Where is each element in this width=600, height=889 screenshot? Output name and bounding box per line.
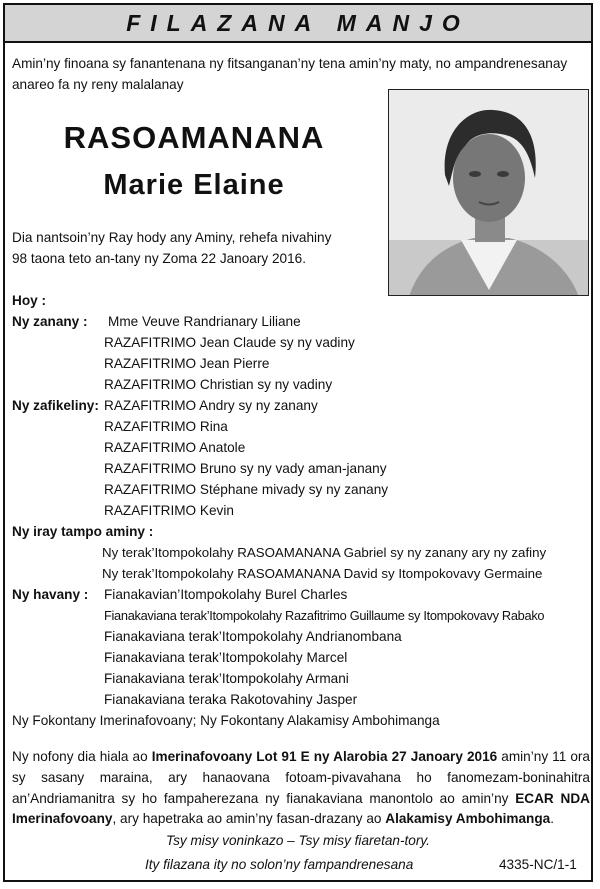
funeral-location-date: Imerinafovoany Lot 91 E ny Alarobia 27 Janoary 2016 xyxy=(151,749,498,764)
relative-item: Fianakaviana terak’Itompokolahy Andrianombana xyxy=(104,629,402,644)
grandchild-item: RAZAFITRIMO Anatole xyxy=(104,440,246,455)
funeral-text: Ny nofony dia hiala ao xyxy=(12,749,152,764)
intro-text: Amin’ny finoana sy fanantenana ny fitsanganan’ny tena amin’ny maty, no ampandrenesanay anareo fa ny reny malalanay xyxy=(12,56,568,92)
siblings-label: Ny iray tampo aminy : xyxy=(12,524,154,539)
funeral-text: . xyxy=(550,811,554,827)
relative-item: Fianakavian’Itompokolahy Burel Charles xyxy=(104,587,348,602)
deceased-surname: RASOAMANANA xyxy=(63,120,325,155)
portrait-photo xyxy=(388,89,589,296)
notice-title: FILAZANA MANJO xyxy=(5,5,591,43)
funeral-church: ECAR NDA Imerinafovoany xyxy=(12,790,590,827)
grandchild-item: RAZAFITRIMO Andry sy ny zanany xyxy=(104,398,318,413)
family-heading: Hoy : xyxy=(12,293,46,308)
grandchild-item: RAZAFITRIMO Stéphane mivady sy ny zanany xyxy=(104,482,389,497)
portrait-photo-image xyxy=(389,90,589,296)
reference-number: 4335-NC/1-1 xyxy=(499,857,577,872)
death-line-2: 98 taona teto an-tany ny Zoma 22 Janoary 2016. xyxy=(12,251,306,266)
relative-item: Fianakaviana terak’Itompokolahy Razafitrimo Guillaume sy Itompokovavy Rabako xyxy=(104,608,545,623)
relative-item: Fianakaviana terak’Itompokolahy Armani xyxy=(104,671,349,686)
footer-note: Ity filazana ity no solon’ny fampandrenesana xyxy=(145,857,414,872)
deceased-given-names: Marie Elaine xyxy=(103,169,285,201)
funeral-text: , ary hapetraka ao amin’ny fasan-drazany ao xyxy=(112,811,386,827)
grandchild-item: RAZAFITRIMO Kevin xyxy=(104,503,234,518)
fokontany-line: Ny Fokontany Imerinafovoany; Ny Fokontany Alakamisy Ambohimanga xyxy=(12,713,440,728)
funeral-text: amin’ny 11 ora sy sasany maraina, ary hanaovana fotoam-pivavahana ho fanomezam-boninahitra an’Andriamanitra sy ho fampaherezana ny fianakaviana manontolo ao amin’ny xyxy=(12,749,590,806)
grandchildren-label: Ny zafikeliny: xyxy=(12,398,99,413)
child-item: RAZAFITRIMO Christian sy ny vadiny xyxy=(104,377,333,392)
sibling-item: Ny terak’Itompokolahy RASOAMANANA David sy Itompokovavy Germaine xyxy=(102,566,543,581)
obituary-notice xyxy=(3,3,593,882)
grandchild-item: RAZAFITRIMO Rina xyxy=(104,419,228,434)
child-item: Mme Veuve Randrianary Liliane xyxy=(108,314,301,329)
grandchild-item: RAZAFITRIMO Bruno sy ny vady aman-janany xyxy=(104,461,387,476)
funeral-burial-place: Alakamisy Ambohimanga xyxy=(385,811,551,827)
child-item: RAZAFITRIMO Jean Pierre xyxy=(104,356,270,371)
relative-item: Fianakaviana terak’Itompokolahy Marcel xyxy=(104,650,348,665)
child-item: RAZAFITRIMO Jean Claude sy ny vadiny xyxy=(104,335,355,350)
children-label: Ny zanany : xyxy=(12,314,88,329)
death-line-1: Dia nantsoin’ny Ray hody any Aminy, rehefa nivahiny xyxy=(12,230,332,245)
funeral-paragraph xyxy=(12,747,590,830)
closing-line: Tsy misy voninkazo – Tsy misy fiaretan-tory. xyxy=(166,833,430,848)
relative-item: Fianakaviana teraka Rakotovahiny Jasper xyxy=(104,692,358,707)
relatives-label: Ny havany : xyxy=(12,587,89,602)
sibling-item: Ny terak’Itompokolahy RASOAMANANA Gabriel sy ny zanany ary ny zafiny xyxy=(102,545,547,560)
